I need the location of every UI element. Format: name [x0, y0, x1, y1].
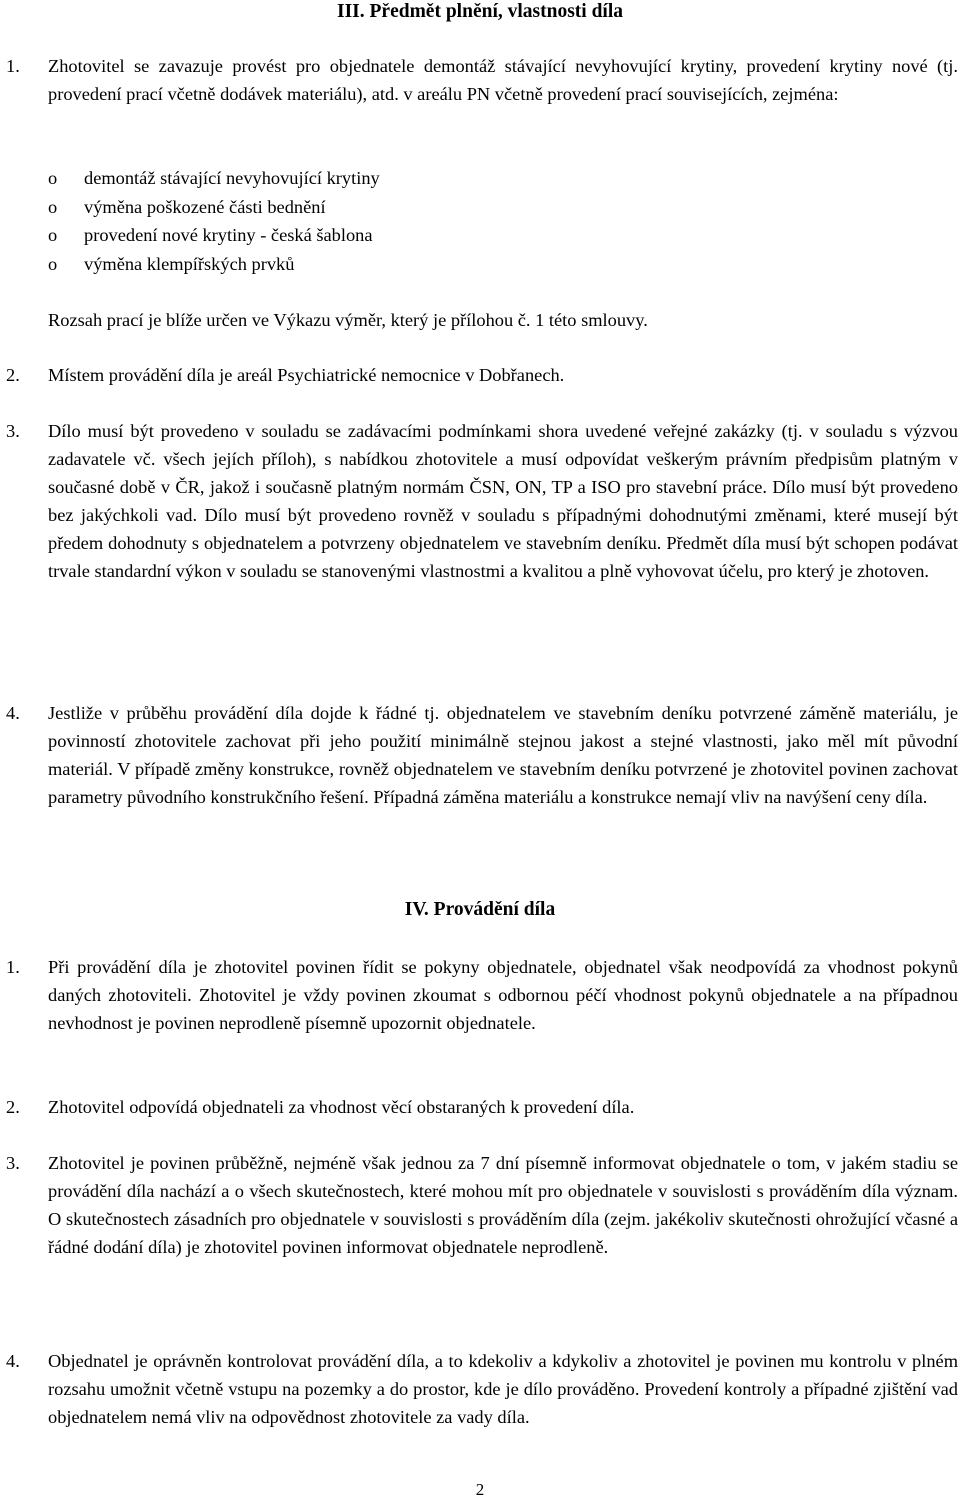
list-item-text: demontáž stávající nevyhovující krytiny	[84, 168, 380, 188]
page-number: 2	[475, 1480, 485, 1499]
item-number: 1.	[6, 56, 20, 76]
section-heading-iv: IV. Provádění díla	[404, 899, 556, 920]
item-text: Místem provádění díla je areál Psychiatrické nemocnice v Dobřanech.	[48, 365, 565, 385]
item-number: 3.	[6, 421, 20, 441]
bullet-mark: o	[48, 168, 58, 188]
bullet-mark: o	[48, 225, 58, 245]
section-iii-item-2	[0, 361, 960, 389]
section-iii-item-3	[0, 417, 960, 585]
item-text: Dílo musí být provedeno v souladu se zadávacími podmínkami shora uvedené veřejné zakázky (tj. v souladu s výzvou zadavatele vč. všech jejích příloh), s nabídkou zhotovitele a musí odpovídat veškerým právním předpisům platným v současné době v ČR, jakož i současně platným normám ČSN, ON, TP a ISO pro stavební práce. Dílo musí být provedeno bez jakýchkoli vad. Dílo musí být provedeno rovněž v souladu s případnými dohodnutými změnami, které musejí být předem dohodnuty s objednatelem a potvrzeny objednatelem ve stavebním deníku. Předmět díla musí být schopen podávat trvale standardní výkon v souladu se stanovenými vlastnostmi a kvalitou a plně vyhovovat účelu, pro který je zhotoven.	[48, 421, 958, 581]
section-iii-item-1	[0, 52, 960, 108]
section-iv-item-4	[0, 1347, 960, 1431]
item-number: 4.	[6, 1351, 20, 1371]
list-item	[48, 164, 948, 193]
item-text: Zhotovitel odpovídá objednateli za vhodnost věcí obstaraných k provedení díla.	[48, 1097, 635, 1117]
section-iv-item-3	[0, 1149, 960, 1261]
list-item	[48, 221, 948, 250]
item-text: Zhotovitel je povinen průběžně, nejméně však jednou za 7 dní písemně informovat objednatele o tom, v jakém stadiu se provádění díla nachází a o všech skutečnostech, které mohou mít pro objednatele v souvislosti s prováděním díla význam. O skutečnostech zásadních pro objednatele v souvislosti s prováděním díla (zejm. jakékoliv skutečnosti ohrožující včasné a řádné dodání díla) je zhotovitel povinen informovat objednatele neprodleně.	[48, 1153, 958, 1257]
item-number: 2.	[6, 1097, 20, 1117]
item-text: Jestliže v průběhu provádění díla dojde k řádné tj. objednatelem ve stavebním deníku potvrzené záměně materiálu, je povinností zhotovitele zachovat při jeho použití minimálně stejnou jakost a stejné vlastnosti, jako měl mít původní materiál. V případě změny konstrukce, rovněž objednatelem ve stavebním deníku potvrzené je zhotovitel povinen zachovat parametry původního konstrukčního řešení. Případná záměna materiálu a konstrukce nemají vliv na navýšení ceny díla.	[48, 703, 958, 807]
list-item-text: výměna klempířských prvků	[84, 253, 295, 274]
section-heading-iii: III. Předmět plnění, vlastnosti díla	[336, 1, 624, 22]
list-item-text: provedení nové krytiny - česká šablona	[84, 225, 373, 245]
item-text: Při provádění díla je zhotovitel povinen řídit se pokyny objednatele, objednatel však neodpovídá za vhodnost pokynů daných zhotoviteli. Zhotovitel je vždy povinen zkoumat s odbornou péčí vhodnost pokynů objednatele a na případnou nevhodnost je povinen neprodleně písemně upozornit objednatele.	[48, 957, 958, 1033]
item-number: 3.	[6, 1153, 20, 1173]
item-number: 4.	[6, 703, 20, 723]
item-text: Zhotovitel se zavazuje provést pro objednatele demontáž stávající nevyhovující krytiny, provedení krytiny nové (tj. provedení prací včetně dodávek materiálu), atd. v areálu PN včetně provedení prací souvisejících, zejména:	[48, 56, 958, 104]
section-iii-item-4	[0, 699, 960, 811]
list-item	[48, 250, 948, 279]
list-item	[48, 193, 948, 222]
section-iv-item-2	[0, 1093, 960, 1121]
list-item-text: výměna poškozené části bednění	[84, 196, 326, 217]
scope-note: Rozsah prací je blíže určen ve Výkazu výměr, který je přílohou č. 1 této smlouvy.	[48, 310, 648, 330]
bullet-mark: o	[48, 253, 58, 274]
bullet-mark: o	[48, 196, 58, 217]
work-list	[48, 164, 948, 278]
item-number: 1.	[6, 957, 20, 977]
item-text: Objednatel je oprávněn kontrolovat provádění díla, a to kdekoliv a kdykoliv a zhotovitel je povinen mu kontrolu v plném rozsahu umožnit včetně vstupu na pozemky a do prostor, kde je dílo prováděno. Provedení kontroly a případné zjištění vad objednatelem nemá vliv na odpovědnost zhotovitele za vady díla.	[48, 1351, 958, 1427]
section-iv-item-1	[0, 953, 960, 1037]
item-number: 2.	[6, 365, 20, 385]
